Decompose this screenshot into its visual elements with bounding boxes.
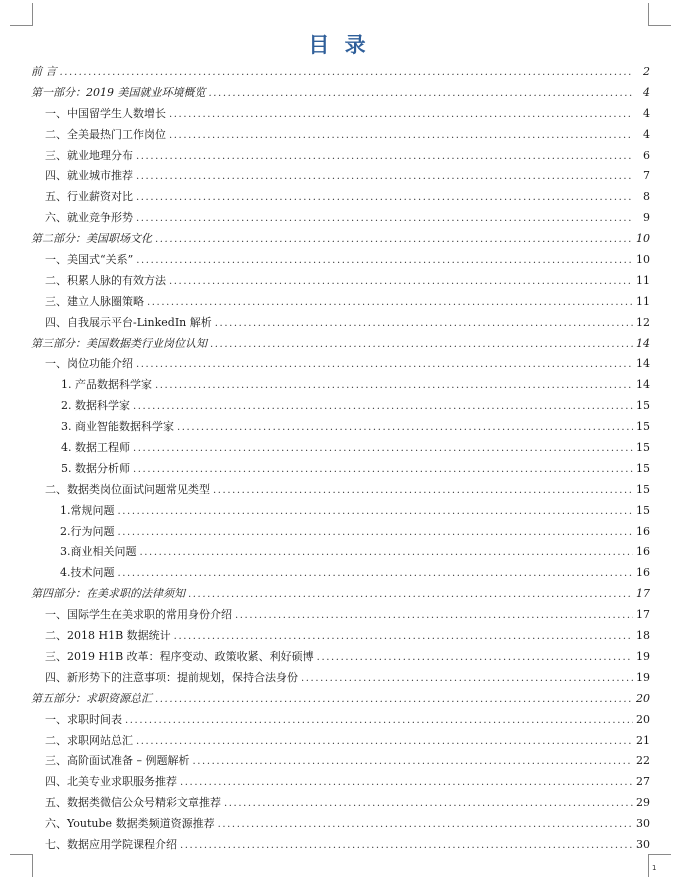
toc-leader-dots	[188, 585, 633, 606]
toc-entry[interactable]	[31, 668, 650, 689]
toc-leader-dots	[169, 272, 633, 293]
toc-entry[interactable]	[31, 710, 650, 731]
toc-entry-title: 七、数据应用学院课程介绍	[45, 837, 177, 851]
toc-leader-dots	[133, 397, 633, 418]
toc-entry-page: 20	[636, 691, 650, 705]
toc-leader-dots	[140, 543, 634, 564]
toc-entry-page: 11	[636, 294, 650, 308]
toc-entry-page: 15	[636, 441, 650, 455]
toc-entry-page: 20	[636, 712, 650, 726]
toc-entry-title: 5. 数据分析师	[61, 461, 130, 475]
toc-leader-dots	[118, 564, 634, 585]
toc-entry[interactable]	[31, 271, 650, 292]
toc-entry[interactable]	[31, 647, 650, 668]
toc-entry-title: 二、求职网站总汇	[45, 733, 133, 747]
toc-leader-dots	[317, 648, 633, 669]
toc-entry-title: 3.商业相关问题	[60, 545, 137, 559]
table-of-contents	[31, 62, 650, 856]
toc-entry[interactable]	[31, 626, 650, 647]
toc-entry[interactable]	[31, 229, 650, 250]
toc-entry[interactable]	[31, 375, 650, 396]
toc-entry[interactable]	[31, 62, 650, 83]
toc-leader-dots	[136, 167, 633, 188]
toc-leader-dots	[213, 481, 633, 502]
toc-leader-dots	[174, 627, 633, 648]
toc-leader-dots	[193, 752, 634, 773]
toc-entry-title: 三、就业地理分布	[45, 148, 133, 162]
toc-entry[interactable]	[31, 751, 650, 772]
toc-entry-title: 五、数据类微信公众号精彩文章推荐	[45, 796, 221, 810]
toc-entry[interactable]	[31, 584, 650, 605]
toc-leader-dots	[136, 251, 633, 272]
toc-entry[interactable]	[31, 292, 650, 313]
toc-leader-dots	[133, 460, 633, 481]
toc-leader-dots	[136, 188, 633, 209]
toc-entry-title: 一、求职时间表	[45, 712, 122, 726]
toc-entry-page: 16	[636, 566, 650, 580]
toc-entry-title: 六、Youtube 数据类频道资源推荐	[45, 817, 215, 831]
toc-entry[interactable]	[31, 125, 650, 146]
toc-entry-page: 15	[636, 503, 650, 517]
toc-entry-page: 9	[643, 211, 650, 225]
toc-entry-title: 前 言	[31, 65, 57, 78]
toc-entry-title: 四、北美专业求职服务推荐	[45, 775, 177, 789]
toc-entry[interactable]	[31, 563, 650, 584]
toc-leader-dots	[136, 209, 633, 230]
toc-entry-page: 18	[636, 629, 650, 643]
toc-leader-dots	[136, 732, 633, 753]
toc-entry-page: 4	[643, 127, 650, 141]
toc-entry-page: 19	[636, 670, 650, 684]
toc-entry[interactable]	[31, 605, 650, 626]
toc-entry-title: 三、建立人脉圈策略	[45, 294, 144, 308]
toc-entry[interactable]	[31, 480, 650, 501]
toc-entry[interactable]	[31, 438, 650, 459]
toc-entry[interactable]	[31, 835, 650, 856]
toc-entry[interactable]	[31, 354, 650, 375]
toc-entry-title: 第五部分：求职资源总汇	[31, 691, 152, 705]
toc-entry[interactable]	[31, 772, 650, 793]
toc-entry[interactable]	[31, 814, 650, 835]
toc-entry[interactable]	[31, 731, 650, 752]
toc-entry-page: 7	[643, 169, 650, 183]
toc-entry[interactable]	[31, 793, 650, 814]
toc-entry[interactable]	[31, 396, 650, 417]
toc-entry[interactable]	[31, 689, 650, 710]
toc-leader-dots	[133, 439, 633, 460]
toc-entry-title: 一、国际学生在美求职的常用身份介绍	[45, 608, 232, 622]
toc-entry-title: 二、数据类岗位面试问题常见类型	[45, 482, 210, 496]
toc-entry-title: 2.行为问题	[60, 524, 115, 538]
toc-leader-dots	[215, 314, 633, 335]
toc-entry[interactable]	[31, 542, 650, 563]
toc-entry-page: 12	[636, 315, 650, 329]
toc-entry-title: 第三部分：美国数据类行业岗位认知	[31, 336, 207, 350]
toc-entry-page: 4	[643, 106, 650, 120]
toc-entry-title: 2. 数据科学家	[61, 399, 130, 413]
toc-entry-page: 4	[643, 85, 650, 99]
toc-entry-page: 19	[636, 649, 650, 663]
toc-leader-dots	[218, 815, 633, 836]
toc-entry-title: 五、行业薪资对比	[45, 190, 133, 204]
toc-entry-title: 第二部分：美国职场文化	[31, 232, 152, 246]
toc-leader-dots	[136, 355, 633, 376]
toc-leader-dots	[136, 147, 633, 168]
toc-entry-page: 14	[636, 357, 650, 371]
toc-entry-page: 11	[636, 273, 650, 287]
toc-leader-dots	[169, 105, 633, 126]
toc-entry-title: 第四部分：在美求职的法律须知	[31, 587, 185, 601]
toc-entry-page: 16	[636, 524, 650, 538]
toc-leader-dots	[60, 63, 634, 84]
toc-entry-page: 15	[636, 399, 650, 413]
toc-entry-title: 二、2018 H1B 数据统计	[45, 629, 171, 643]
toc-leader-dots	[209, 84, 634, 105]
toc-leader-dots	[155, 690, 633, 711]
toc-entry[interactable]	[31, 83, 650, 104]
page-number: 1	[652, 864, 657, 872]
toc-entry-page: 14	[636, 378, 650, 392]
toc-entry-title: 4.技术问题	[60, 566, 115, 580]
toc-entry-page: 14	[636, 336, 650, 350]
toc-entry-title: 一、中国留学生人数增长	[45, 106, 166, 120]
toc-entry-title: 3. 商业智能数据科学家	[61, 420, 174, 434]
toc-leader-dots	[118, 502, 634, 523]
toc-entry[interactable]	[31, 522, 650, 543]
toc-leader-dots	[169, 126, 633, 147]
toc-leader-dots	[177, 418, 633, 439]
toc-leader-dots	[125, 711, 633, 732]
toc-leader-dots	[235, 606, 633, 627]
toc-entry[interactable]	[31, 334, 650, 355]
toc-entry-title: 三、2019 H1B 改革：程序变动、政策收紧、利好硕博	[45, 649, 314, 663]
page-title: 目 录	[308, 33, 370, 57]
toc-entry[interactable]	[31, 501, 650, 522]
toc-entry-title: 一、岗位功能介绍	[45, 357, 133, 371]
toc-leader-dots	[301, 669, 633, 690]
crop-mark-top-left	[10, 3, 33, 26]
toc-entry-page: 15	[636, 420, 650, 434]
toc-entry[interactable]	[31, 166, 650, 187]
toc-entry-page: 15	[636, 461, 650, 475]
toc-entry[interactable]	[31, 313, 650, 334]
toc-entry-title: 4. 数据工程师	[61, 441, 130, 455]
toc-leader-dots	[147, 293, 633, 314]
toc-entry-page: 6	[643, 148, 650, 162]
toc-entry-page: 29	[636, 796, 650, 810]
toc-entry-page: 30	[636, 837, 650, 851]
toc-entry[interactable]	[31, 104, 650, 125]
toc-entry[interactable]	[31, 417, 650, 438]
toc-entry-page: 30	[636, 817, 650, 831]
toc-entry-title: 三、高阶面试准备 – 例题解析	[45, 754, 190, 768]
toc-entry-page: 15	[636, 482, 650, 496]
toc-entry-page: 21	[636, 733, 650, 747]
toc-entry-title: 1.常规问题	[60, 503, 115, 517]
toc-leader-dots	[224, 794, 633, 815]
toc-entry[interactable]	[31, 146, 650, 167]
toc-entry-title: 四、自我展示平台-LinkedIn 解析	[45, 315, 212, 329]
toc-leader-dots	[180, 773, 633, 794]
toc-entry-page: 8	[643, 190, 650, 204]
toc-entry-title: 第一部分：2019 美国就业环境概览	[31, 85, 206, 99]
toc-entry-page: 10	[636, 232, 650, 246]
toc-entry-title: 1. 产品数据科学家	[61, 378, 152, 392]
toc-entry-title: 一、美国式“关系”	[45, 253, 134, 267]
toc-entry-title: 六、就业竞争形势	[45, 211, 133, 225]
toc-leader-dots	[210, 335, 633, 356]
toc-leader-dots	[180, 836, 633, 857]
toc-leader-dots	[155, 230, 633, 251]
toc-entry-page: 27	[636, 775, 650, 789]
toc-entry-title: 二、积累人脉的有效方法	[45, 273, 166, 287]
toc-entry-page: 2	[643, 65, 650, 78]
toc-entry-page: 17	[636, 608, 650, 622]
toc-entry[interactable]	[31, 250, 650, 271]
toc-entry[interactable]	[31, 208, 650, 229]
toc-entry-page: 22	[636, 754, 650, 768]
toc-entry[interactable]	[31, 459, 650, 480]
toc-entry-title: 四、就业城市推荐	[45, 169, 133, 183]
toc-leader-dots	[155, 376, 633, 397]
toc-entry[interactable]	[31, 187, 650, 208]
toc-entry-page: 17	[636, 587, 650, 601]
toc-entry-page: 16	[636, 545, 650, 559]
toc-entry-title: 二、全美最热门工作岗位	[45, 127, 166, 141]
crop-mark-top-right	[648, 3, 671, 26]
toc-entry-page: 10	[636, 253, 650, 267]
toc-entry-title: 四、新形势下的注意事项：提前规划，保持合法身份	[45, 670, 298, 684]
toc-leader-dots	[118, 523, 634, 544]
